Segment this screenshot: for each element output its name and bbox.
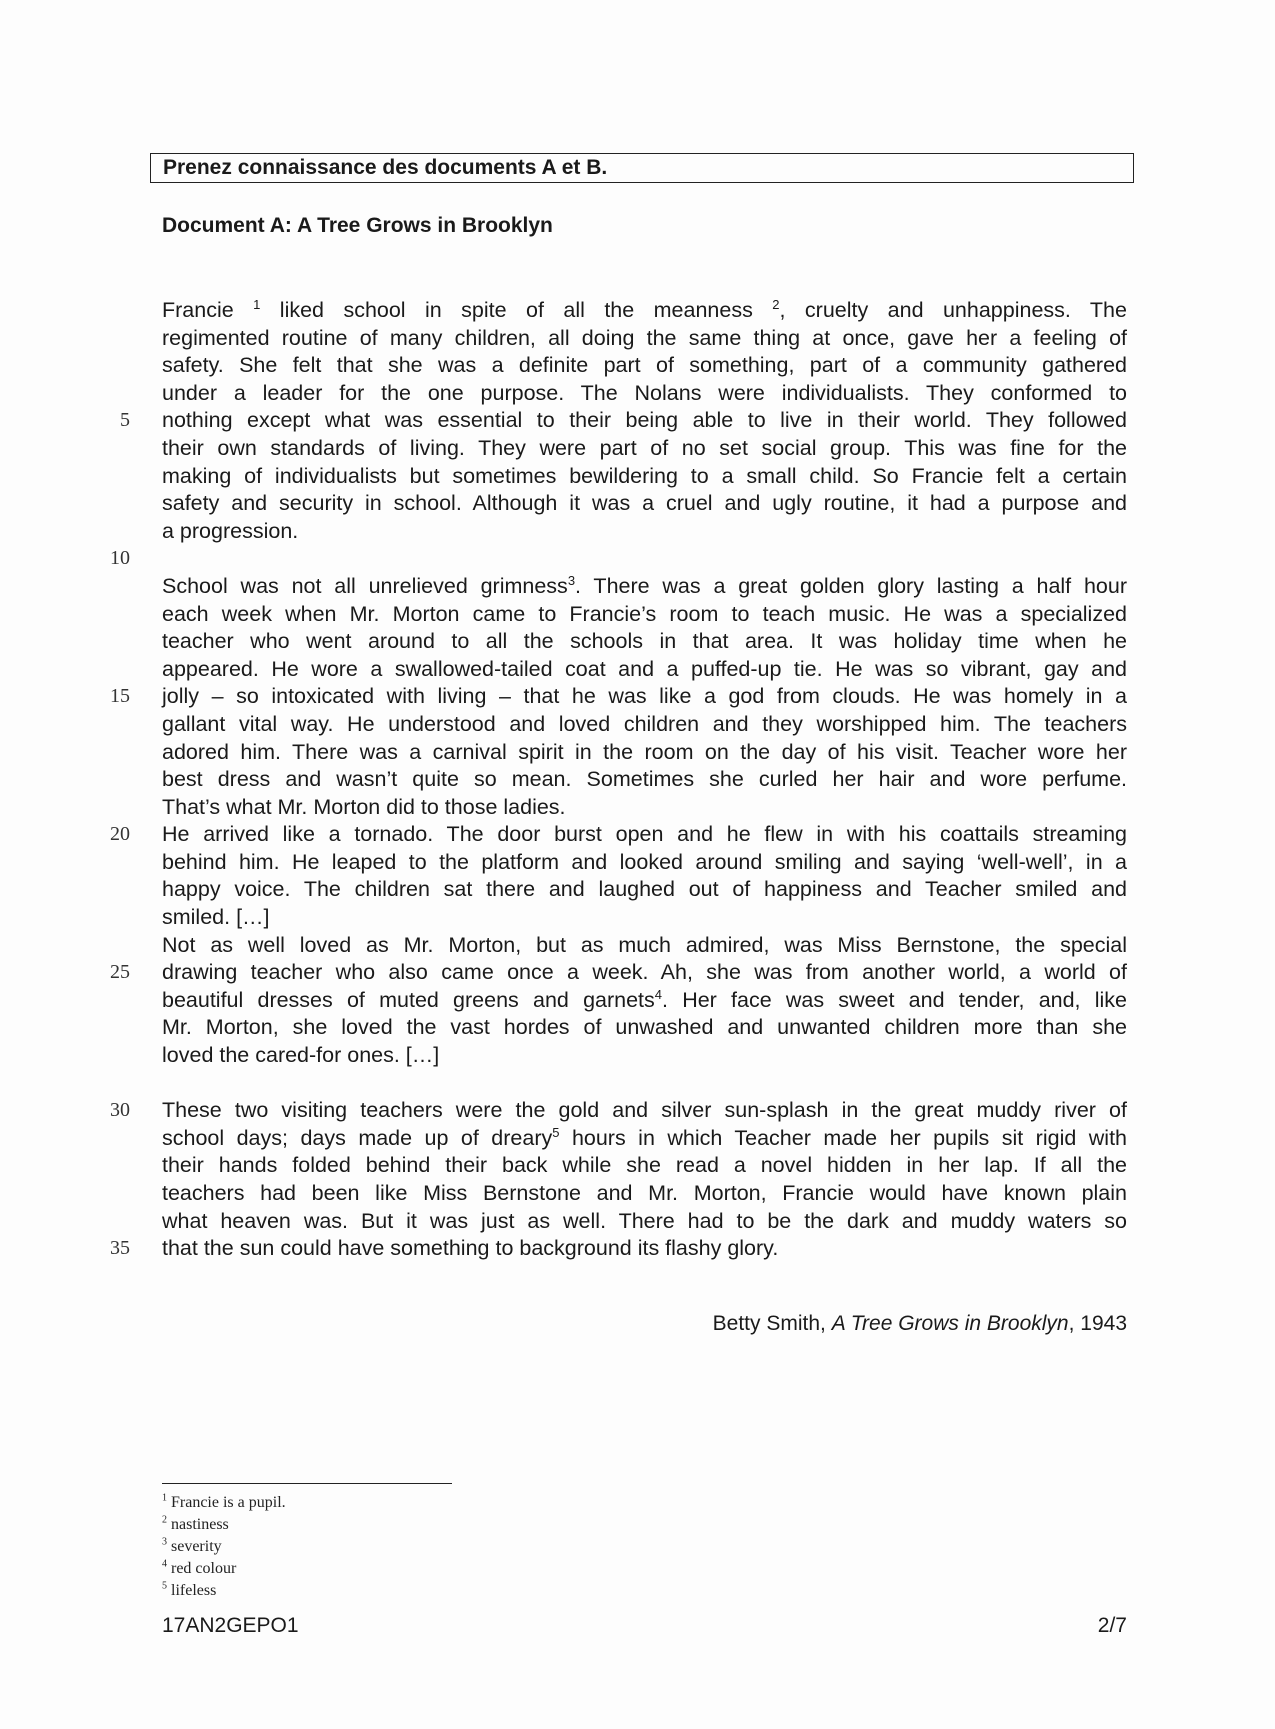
passage-line: safety and security in school. Although it was a cruel and ugly routine, it had a purpose and (162, 491, 1127, 516)
passage-line: Francie $^1$ liked school in spite of all the meanness $^2$, cruelty and unhappiness. The (162, 296, 1127, 322)
passage-line: 25 drawing teacher who also came once a week. Ah, she was from another world, a world of (162, 959, 1127, 987)
passage-line: their own standards of living. They were part of no set social group. This was fine for the (162, 435, 1127, 460)
passage-line: smiled. […] (162, 905, 270, 930)
footnote-marker: 2 (772, 296, 780, 312)
passage-line: appeared. He wore a swallowed-tailed coat and a puffed-up tie. He was so vibrant, gay and (162, 656, 1127, 681)
instruction-box (150, 153, 1134, 183)
passage-line: teachers had been like Miss Bernstone and Mr. Morton, Francie would have known plain (162, 1181, 1127, 1205)
passage-line (110, 545, 1127, 573)
line-number: 20 (110, 823, 130, 846)
attribution-work: A Tree Grows in Brooklyn (831, 1312, 1069, 1335)
line-number: 25 (110, 961, 130, 984)
passage-line: regimented routine of many children, all doing the same thing at once, gave her a feeling of (162, 325, 1127, 350)
instruction-text: Prenez connaissance des documents A et B. (163, 156, 608, 179)
line-number: 5 (120, 409, 130, 432)
footnotes (162, 1492, 286, 1602)
passage-line: each week when Mr. Morton came to Francie’s room to teach music. He was a specialized (162, 601, 1127, 626)
passage-line: their hands folded behind their back while she read a novel hidden in her lap. If all the (162, 1153, 1127, 1178)
footnote-marker: 3 (567, 572, 576, 588)
passage-line: 15 jolly – so intoxicated with living – that he was like a god from clouds. He was homely in a (162, 683, 1127, 711)
attribution (713, 1312, 1127, 1336)
attribution-year: , 1943 (1068, 1312, 1127, 1335)
passage-line: school days; days made up of dreary$^5$ hours in which Teacher made her pupils sit rigid with (162, 1124, 1127, 1150)
passage-line: under a leader for the one purpose. The Nolans were individualists. They conformed to (162, 380, 1127, 405)
passage-line: 5 nothing except what was essential to their being able to live in their world. They followed (162, 407, 1127, 435)
footnote-divider (162, 1483, 452, 1484)
document-title: Document A: A Tree Grows in Brooklyn (162, 214, 553, 237)
footnote-marker: 4 (654, 986, 663, 1002)
line-number: 10 (110, 547, 130, 570)
passage-line: Not as well loved as Mr. Morton, but as much admired, was Miss Bernstone, the special (162, 932, 1127, 957)
passage-line: Mr. Morton, she loved the vast hordes of unwashed and unwanted children more than she (162, 1015, 1127, 1040)
footnote-item: $^4$ red colour (162, 1558, 237, 1577)
passage-line: That’s what Mr. Morton did to those ladies. (162, 794, 566, 819)
footnote-mark: 5 (162, 1580, 167, 1592)
passage-line: 20 He arrived like a tornado. The door burst open and he flew in with his coattails streaming (162, 821, 1127, 849)
passage-text (110, 296, 1127, 1263)
footnote-item: $^3$ severity (162, 1536, 222, 1555)
passage-line: School was not all unrelieved grimness$^3$. There was a great golden glory lasting a half hour (162, 572, 1127, 598)
passage-line: gallant vital way. He understood and loved children and they worshipped him. The teachers (162, 711, 1127, 736)
footnote-marker: 5 (552, 1124, 560, 1140)
passage-line: making of individualists but sometimes bewildering to a small child. So Francie felt a certain (162, 463, 1127, 488)
passage-line: 35 that the sun could have something to background its flashy glory. (162, 1235, 1127, 1263)
footnote-mark: 1 (162, 1492, 167, 1504)
footnote-mark: 3 (162, 1536, 167, 1548)
passage-line: what heaven was. But it was just as well. There had to be the dark and muddy waters so (162, 1208, 1127, 1233)
footnote-item: $^5$ lifeless (162, 1580, 217, 1599)
footnote-item: $^1$ Francie is a pupil. (162, 1492, 286, 1511)
line-number: 15 (110, 685, 130, 708)
passage-line: 30 These two visiting teachers were the gold and silver sun-splash in the great muddy river of (162, 1097, 1127, 1125)
exam-code: 17AN2GEPO1 (162, 1614, 299, 1637)
passage-line: teacher who went around to all the schools in that area. It was holiday time when he (162, 629, 1127, 654)
footnote-item: $^2$ nastiness (162, 1514, 229, 1533)
footnote-mark: 2 (162, 1514, 167, 1526)
footnote-marker: 1 (253, 296, 261, 312)
passage-line: loved the cared-for ones. […] (162, 1043, 440, 1068)
passage-line: happy voice. The children sat there and laughed out of happiness and Teacher smiled and (162, 877, 1127, 902)
footnote-mark: 4 (162, 1558, 167, 1570)
passage-line (162, 1070, 1127, 1098)
line-number: 35 (110, 1237, 130, 1260)
passage-line: adored him. There was a carnival spirit in the room on the day of his visit. Teacher wore her (162, 739, 1127, 764)
line-number: 30 (110, 1099, 130, 1122)
passage-line: best dress and wasn’t quite so mean. Sometimes she curled her hair and wore perfume. (162, 767, 1127, 792)
attribution-author: Betty Smith, (712, 1312, 832, 1335)
passage-line: behind him. He leaped to the platform and looked around smiling and saying ‘well-well’, in a (162, 849, 1127, 874)
passage-line: a progression. (162, 518, 299, 543)
page-number: 2/7 (1097, 1614, 1127, 1637)
passage-line: safety. She felt that she was a definite part of something, part of a community gathered (162, 353, 1127, 378)
passage-line: beautiful dresses of muted greens and garnets$^4$. Her face was sweet and tender, and, like (162, 986, 1127, 1012)
